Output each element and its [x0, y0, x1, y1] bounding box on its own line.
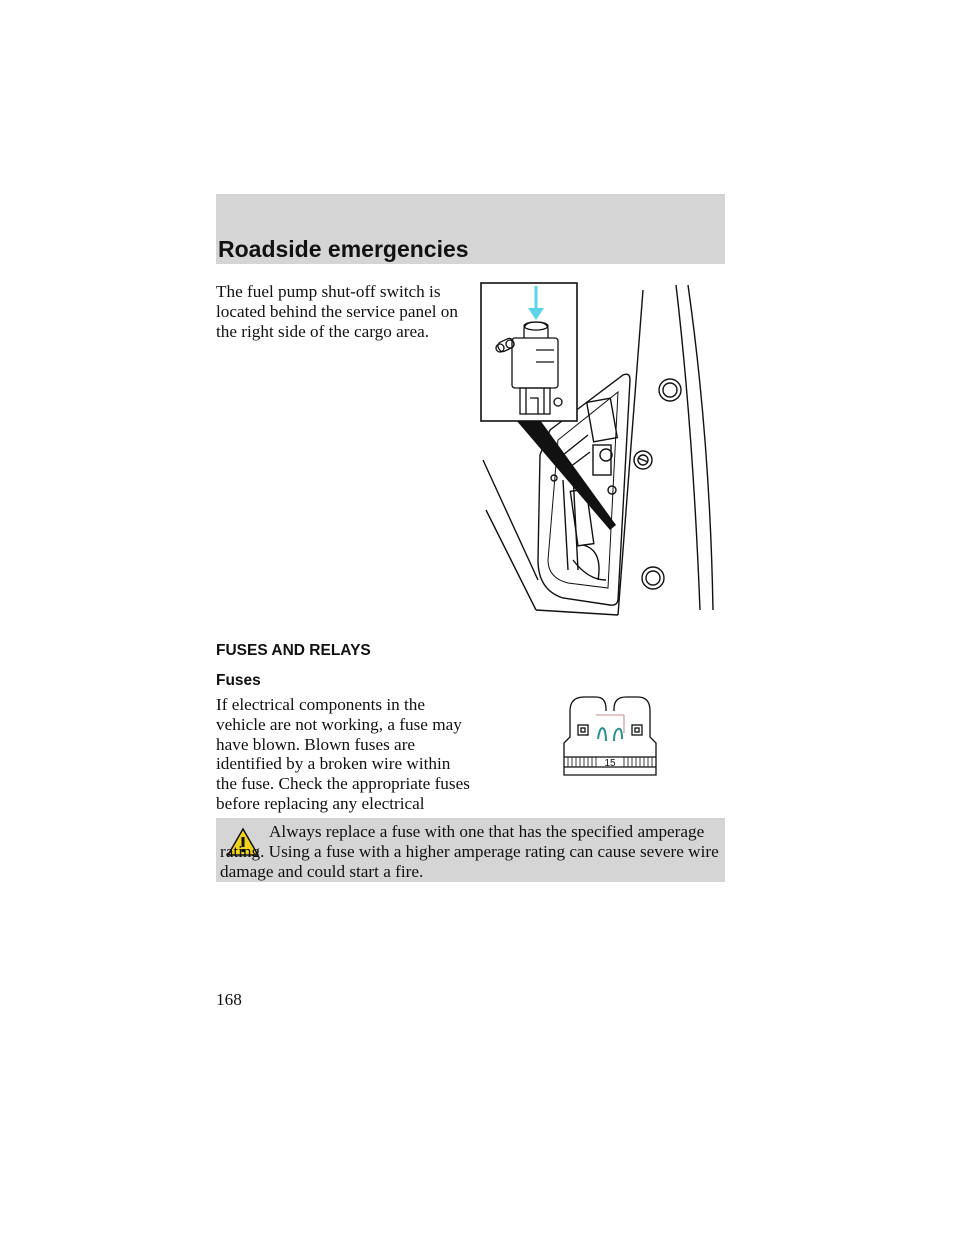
page-number: 168 [216, 990, 242, 1009]
fuses-subheading: Fuses [216, 672, 261, 689]
fuse-illustration [560, 693, 660, 778]
warning-text: Always replace a fuse with one that has the specified amperage rating. Using a fuse with a higher amperage rating can cause severe wire damage and could start a fire. [220, 822, 719, 881]
fuel-pump-paragraph: The fuel pump shut-off switch is located behind the service panel on the right side of the cargo area. [216, 282, 458, 341]
warning-box [216, 818, 725, 882]
fuses-and-relays-heading: FUSES AND RELAYS [216, 642, 371, 659]
fuses-paragraph: If electrical components in the vehicle are not working, a fuse may have blown. Blown fuses are identified by a broken wire within the fuse. Check the appropriate fuses before replacing any electrical [216, 695, 470, 813]
fuel-pump-switch-illustration [478, 280, 728, 620]
fuse-amperage-label: 15 [604, 758, 616, 769]
section-title: Roadside emergencies [218, 236, 469, 262]
